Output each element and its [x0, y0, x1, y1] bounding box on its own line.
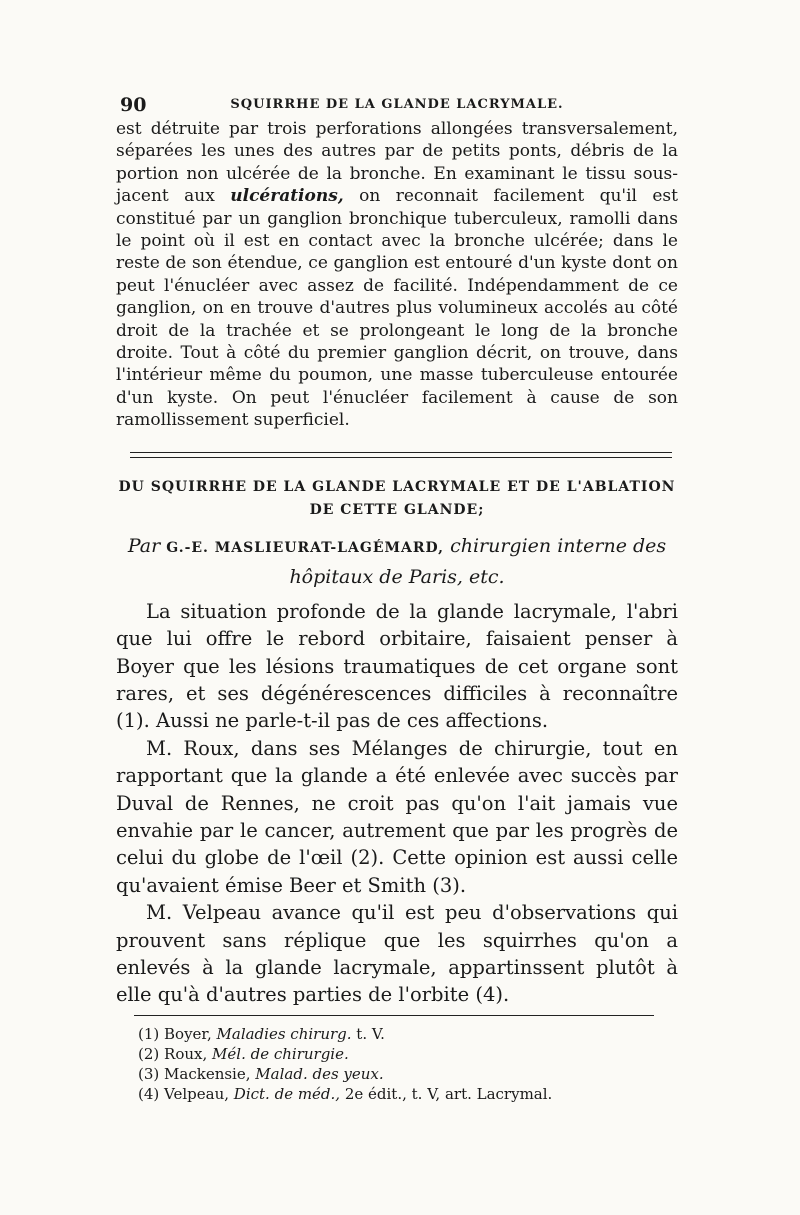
byline-par: Par	[127, 534, 161, 557]
footnotes	[116, 1024, 678, 1104]
byline	[116, 532, 678, 592]
footnote: (2) Roux, Mél. de chirurgie.	[138, 1044, 349, 1063]
footnote: (4) Velpeau, Dict. de méd., 2e édit., t. V, art. Lacrymal.	[138, 1084, 553, 1103]
continuation-paragraph: est détruite par trois perforations allongées transversalement, séparées les unes des autres par de petits ponts, débris de la portion non ulcérée de la bronche. En examinant le tissu sous-jacent aux ulcérations, on reconnait facilement qu'il est constitué par un ganglion bronchique tuberculeux, ramolli dans le point où il est en contact avec la bronche ulcérée; dans le reste de son étendue, ce ganglion est entouré d'un kyste dont on peut l'énucléer avec assez de facilité. Indépendamment de ce ganglion, on en trouve d'autres plus volumineux accolés au côté droit de la trachée et se prolongeant le long de la bronche droite. Tout à côté du premier ganglion décrit, on trouve, dans l'intérieur même du poumon, une masse tuberculeuse entourée d'un kyste. On peut l'énucléer facilement à cause de son ramollissement superficiel.	[116, 119, 678, 431]
article-title-line-2: DE CETTE GLANDE;	[309, 501, 485, 518]
running-title: SQUIRRHE DE LA GLANDE LACRYMALE.	[230, 97, 564, 112]
emphasis-ulcerations: ulcérations,	[230, 186, 344, 207]
article-title-line-1: DU SQUIRRHE DE LA GLANDE LACRYMALE ET DE L'ABLATION	[118, 478, 676, 495]
body-paragraph: M. Velpeau avance qu'il est peu d'observations qui prouvent sans réplique que les squirrhes qu'on a enlevés à la glande lacrymale, appartinssent plutôt à elle qu'à d'autres parties de l'orbite (4).	[116, 901, 678, 1007]
footnote-rule	[134, 1015, 654, 1016]
article-title	[116, 476, 678, 522]
body-paragraph: M. Roux, dans ses Mélanges de chirurgie, tout en rapportant que la glande a été enlevée avec succès par Duval de Rennes, ne croit pas qu'on l'ait jamais vue envahie par le cancer, autrement que par les progrès de celui du globe de l'œil (2). Cette opinion est aussi celle qu'avaient émise Beer et Smith (3).	[116, 736, 678, 897]
page-number: 90	[120, 94, 147, 116]
body-paragraph: La situation profonde de la glande lacrymale, l'abri que lui offre le rebord orbitaire, faisaient penser à Boyer que les lésions traumatiques de cet organe sont rares, et ses dégénérescences difficiles à reconnaître (1). Aussi ne parle-t-il pas de ces affections.	[116, 599, 678, 733]
running-head	[116, 94, 678, 118]
byline-author: G.-E. MASLIEURAT-LAGÉMARD,	[166, 539, 445, 556]
byline-role: chirurgien interne des hôpitaux de Paris, etc.	[289, 534, 667, 588]
book-page	[116, 94, 678, 1104]
footnote: (3) Mackensie, Malad. des yeux.	[138, 1064, 384, 1083]
footnote: (1) Boyer, Maladies chirurg. t. V.	[138, 1024, 385, 1043]
article-body	[116, 598, 678, 1009]
section-divider	[130, 452, 672, 458]
